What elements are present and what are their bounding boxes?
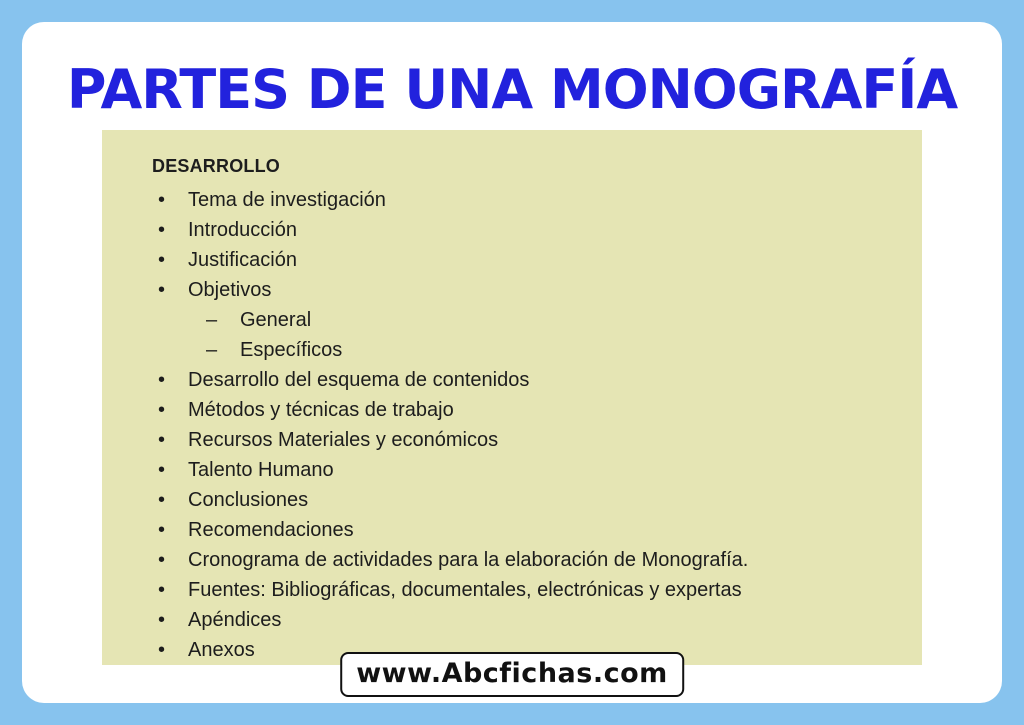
bullet-icon: •: [158, 369, 166, 391]
sublist-item-label: General: [240, 309, 312, 331]
sublist-item: [188, 305, 922, 335]
bullet-icon: •: [158, 399, 166, 421]
dash-icon: –: [206, 309, 218, 331]
bullet-icon: •: [158, 249, 166, 271]
list-item: [150, 215, 922, 245]
list-item: [150, 545, 922, 575]
list-item: [150, 245, 922, 275]
list-item-label: Conclusiones: [188, 489, 309, 511]
list-item: [150, 395, 922, 425]
list-item-label: Recomendaciones: [188, 519, 354, 541]
poster-card: [22, 22, 1002, 703]
list-item: [150, 575, 922, 605]
parts-list: [150, 185, 922, 665]
bullet-icon: •: [158, 579, 166, 601]
bullet-icon: •: [158, 279, 166, 301]
list-item-label: Fuentes: Bibliográficas, documentales, electrónicas y expertas: [188, 579, 742, 601]
bullet-icon: •: [158, 219, 166, 241]
content-panel: [102, 130, 922, 665]
objectives-sublist: [188, 305, 922, 365]
dash-icon: –: [206, 339, 218, 361]
list-item: [150, 515, 922, 545]
bullet-icon: •: [158, 489, 166, 511]
list-item-label: Desarrollo del esquema de contenidos: [188, 369, 530, 391]
list-item: [150, 605, 922, 635]
list-item-label: Introducción: [188, 219, 297, 241]
list-item-label: Anexos: [188, 639, 255, 661]
bullet-icon: •: [158, 429, 166, 451]
watermark-badge: www.Abcfichas.com: [340, 652, 684, 697]
bullet-icon: •: [158, 609, 166, 631]
list-item: [150, 425, 922, 455]
list-item: [150, 485, 922, 515]
bullet-icon: •: [158, 519, 166, 541]
list-item-label: Talento Humano: [188, 459, 334, 481]
list-item-label: Apéndices: [188, 609, 282, 631]
sublist-item-label: Específicos: [240, 339, 343, 361]
page-title: PARTES DE UNA MONOGRAFÍA: [66, 58, 958, 121]
list-item: [150, 185, 922, 215]
section-heading: DESARROLLO: [152, 156, 280, 176]
list-item-label: Justificación: [188, 249, 297, 271]
list-item-label: Métodos y técnicas de trabajo: [188, 399, 454, 421]
bullet-icon: •: [158, 189, 166, 211]
bullet-icon: •: [158, 459, 166, 481]
sublist-item: [188, 335, 922, 365]
list-item-label: Cronograma de actividades para la elaboración de Monografía.: [188, 549, 749, 571]
list-item: [150, 455, 922, 485]
list-item-label: Tema de investigación: [188, 189, 386, 211]
list-item-label: Recursos Materiales y económicos: [188, 429, 499, 451]
list-item: [150, 275, 922, 365]
bullet-icon: •: [158, 549, 166, 571]
list-item-label: Objetivos: [188, 279, 272, 301]
bullet-icon: •: [158, 639, 166, 661]
list-item: [150, 365, 922, 395]
